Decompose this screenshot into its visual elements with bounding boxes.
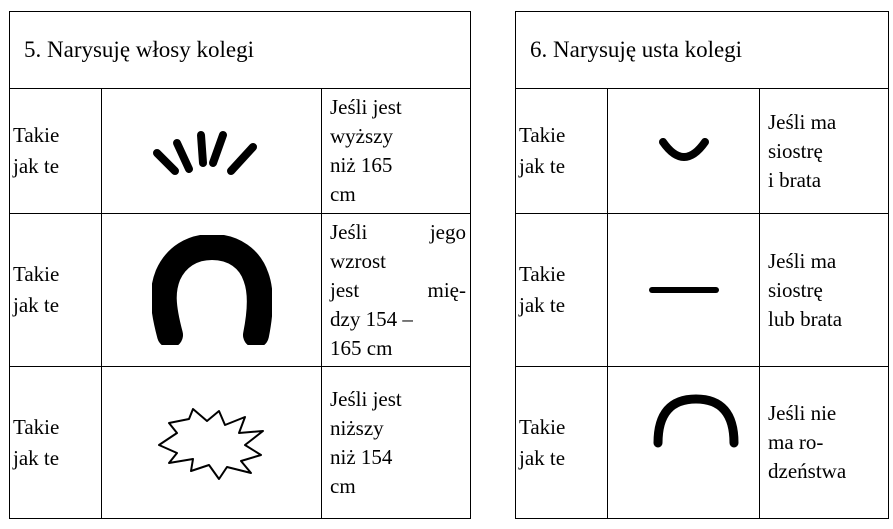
smile-mouth-icon [608, 89, 760, 214]
row-label-line: Takie [519, 123, 566, 147]
description-line: niż 165 [330, 153, 393, 177]
row-label [516, 89, 608, 214]
row-description [322, 214, 471, 367]
row-label [516, 214, 608, 367]
description-line: jest mię- [330, 277, 466, 302]
row-description [322, 89, 471, 214]
table-row [10, 367, 471, 519]
row-label [10, 214, 102, 367]
description-line: Jeśli jest [330, 95, 402, 119]
row-label-line: jak te [519, 293, 566, 317]
table-row [10, 89, 471, 214]
row-description [322, 367, 471, 519]
description-line: siostrę [768, 138, 823, 163]
description-line: niższy [330, 415, 384, 440]
hair-table-title: 5. Narysuję włosy kolegi [10, 12, 471, 89]
frown-mouth-icon [608, 367, 760, 519]
row-label-line: jak te [519, 154, 566, 178]
description-line: 165 cm [330, 335, 393, 360]
description-line: Jeśli ma [768, 248, 837, 273]
table-row [516, 367, 889, 519]
table-row [10, 214, 471, 367]
table-row [516, 214, 889, 367]
description-line: cm [330, 182, 356, 206]
description-line: i brata [768, 167, 822, 192]
row-label-line: jak te [13, 445, 60, 470]
row-label [516, 367, 608, 519]
mouth-table-title: 6. Narysuję usta kolegi [516, 12, 889, 89]
description-line: siostrę [768, 277, 823, 302]
row-label-line: jak te [519, 445, 566, 470]
hair-table [9, 11, 471, 519]
description-line: cm [330, 473, 356, 498]
description-line: Jeśli ma [768, 109, 837, 134]
mouth-table [515, 11, 889, 519]
spiky-hair-icon [102, 89, 322, 214]
arch-hair-icon [102, 214, 322, 367]
description-line: Jeśli jest [330, 386, 402, 411]
row-label-line: Takie [13, 262, 60, 286]
description-line: niż 154 [330, 444, 393, 469]
row-description [760, 89, 889, 214]
description-line: lub brata [768, 306, 843, 331]
row-label-line: jak te [13, 293, 60, 317]
row-label-line: Takie [13, 123, 60, 147]
row-label [10, 89, 102, 214]
row-label-line: Takie [13, 414, 60, 439]
row-label [10, 367, 102, 519]
description-line: dzy 154 – [330, 306, 413, 331]
description-line: ma ro- [768, 430, 824, 454]
row-label-line: jak te [13, 154, 60, 178]
curly-hair-icon [102, 367, 322, 519]
description-line: wzrost [330, 248, 386, 273]
description-line: wyższy [330, 124, 393, 148]
row-description [760, 367, 889, 519]
row-label-line: Takie [519, 262, 566, 286]
description-line: Jeśli jego [330, 219, 466, 244]
description-line: dzeństwa [768, 459, 847, 483]
flat-mouth-icon [608, 214, 760, 367]
description-line: Jeśli nie [768, 401, 837, 425]
row-description [760, 214, 889, 367]
row-label-line: Takie [519, 414, 566, 439]
table-row [516, 89, 889, 214]
